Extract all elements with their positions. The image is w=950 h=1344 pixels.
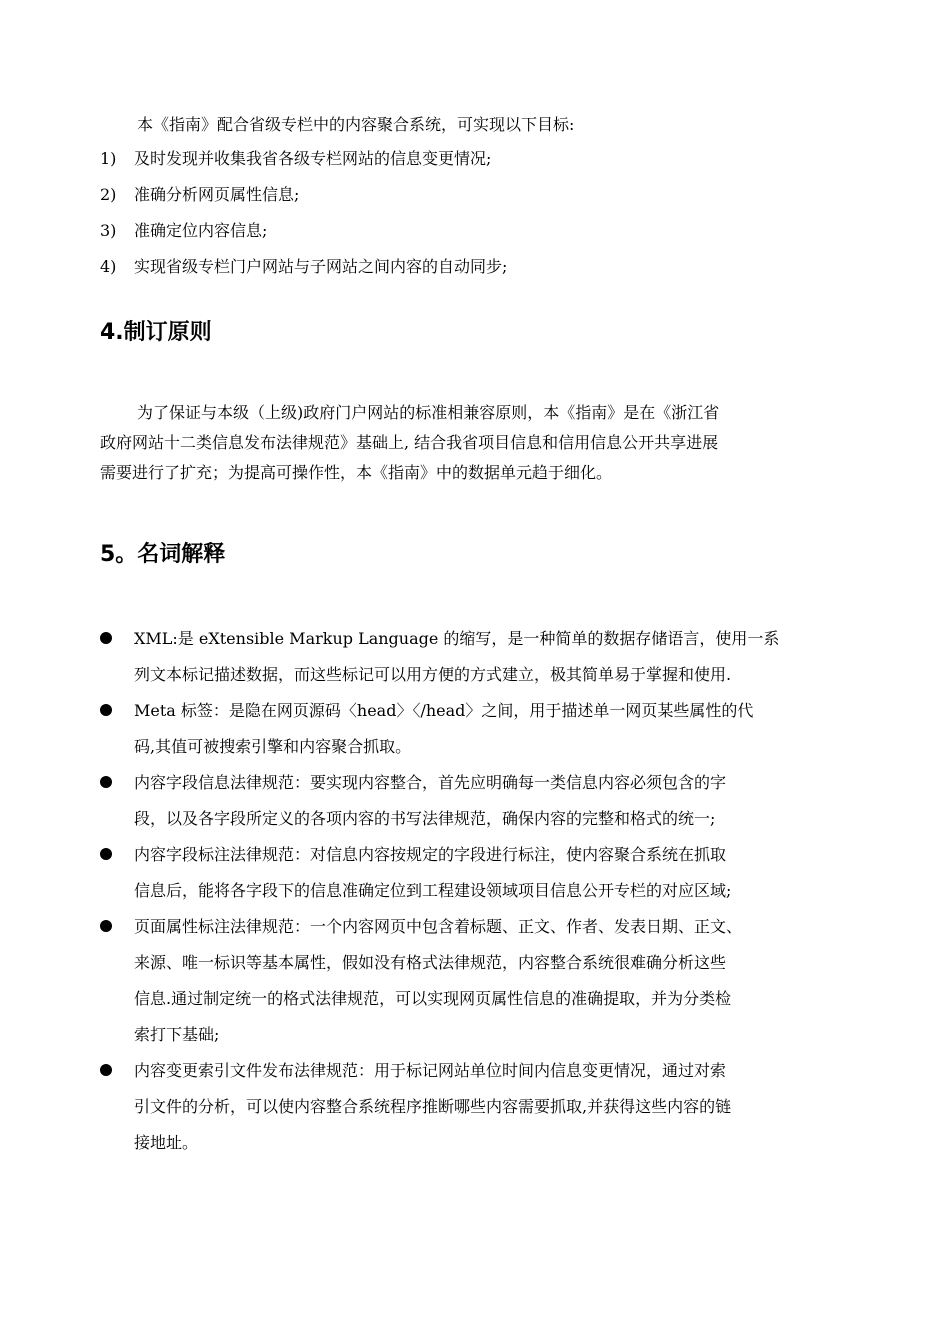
list-item	[100, 255, 507, 291]
glossary-line: 索打下基础;	[134, 1025, 220, 1044]
glossary-line: 接地址。	[134, 1133, 199, 1152]
glossary-item	[100, 765, 860, 837]
bullet-icon	[100, 776, 112, 788]
glossary-line: 内容字段标注法律规范：对信息内容按规定的字段进行标注，使内容聚合系统在抓取	[134, 845, 727, 864]
bullet-icon	[100, 920, 112, 932]
glossary-line: 段，以及各字段所定义的各项内容的书写法律规范，确保内容的完整和格式的统一;	[134, 809, 716, 828]
intro-text: 本《指南》配合省级专栏中的内容聚合系统，可实现以下目标:	[137, 115, 575, 134]
paragraph-line: 政府网站十二类信息发布法律规范》基础上, 结合我省项目信息和信用信息公开共享进展	[100, 433, 719, 452]
glossary-line: XML:是 eXtensible Markup Language 的缩写，是一种简单的数据存储语言，使用一系	[134, 629, 780, 648]
glossary-line: 列文本标记描述数据，而这些标记可以用方便的方式建立，极其简单易于掌握和使用.	[134, 665, 732, 684]
glossary-item	[100, 693, 860, 765]
paragraph-line: 为了保证与本级（上级)政府门户网站的标准相兼容原则，本《指南》是在《浙江省	[137, 403, 720, 422]
glossary-line: 内容变更索引文件发布法律规范：用于标记网站单位时间内信息变更情况，通过对索	[134, 1061, 727, 1080]
glossary-line: 来源、唯一标识等基本属性，假如没有格式法律规范，内容整合系统很难确分析这些	[134, 953, 727, 972]
glossary-line: Meta 标签：是隐在网页源码〈head〉〈/head〉之间，用于描述单一网页某些属性的代	[134, 701, 754, 720]
glossary-item	[100, 621, 860, 693]
principles-paragraph	[100, 398, 860, 488]
bullet-icon	[100, 1064, 112, 1076]
glossary-list	[100, 621, 860, 1161]
glossary-item	[100, 909, 860, 1053]
glossary-line: 内容字段信息法律规范：要实现内容整合，首先应明确每一类信息内容必须包含的字	[134, 773, 727, 792]
section-heading-glossary: 5。名词解释	[100, 542, 226, 567]
list-item-text: 准确定位内容信息;	[134, 221, 268, 240]
glossary-line: 信息.通过制定统一的格式法律规范，可以实现网页属性信息的准确提取，并为分类检	[134, 989, 732, 1008]
list-number: 4)	[100, 257, 117, 276]
glossary-line: 页面属性标注法律规范：一个内容网页中包含着标题、正文、作者、发表日期、正文、	[134, 917, 743, 936]
paragraph-line: 需要进行了扩充；为提高可操作性，本《指南》中的数据单元趋于细化。	[100, 463, 613, 482]
list-item	[100, 147, 507, 183]
list-item	[100, 219, 507, 255]
glossary-line: 信息后，能将各字段下的信息准确定位到工程建设领域项目信息公开专栏的对应区域;	[134, 881, 732, 900]
goals-list	[100, 147, 507, 291]
glossary-item	[100, 837, 860, 909]
list-number: 1)	[100, 149, 117, 168]
glossary-item	[100, 1053, 860, 1161]
bullet-icon	[100, 632, 112, 644]
list-number: 3)	[100, 221, 117, 240]
bullet-icon	[100, 848, 112, 860]
section-heading-principles: 4.制订原则	[100, 320, 212, 345]
list-number: 2)	[100, 185, 117, 204]
list-item-text: 及时发现并收集我省各级专栏网站的信息变更情况;	[134, 149, 492, 168]
list-item-text: 实现省级专栏门户网站与子网站之间内容的自动同步;	[134, 257, 508, 276]
bullet-icon	[100, 704, 112, 716]
list-item	[100, 183, 507, 219]
glossary-line: 引文件的分析，可以使内容整合系统程序推断哪些内容需要抓取,并获得这些内容的链	[134, 1097, 732, 1116]
glossary-line: 码,其值可被搜索引擎和内容聚合抓取。	[134, 737, 412, 756]
list-item-text: 准确分析网页属性信息;	[134, 185, 300, 204]
